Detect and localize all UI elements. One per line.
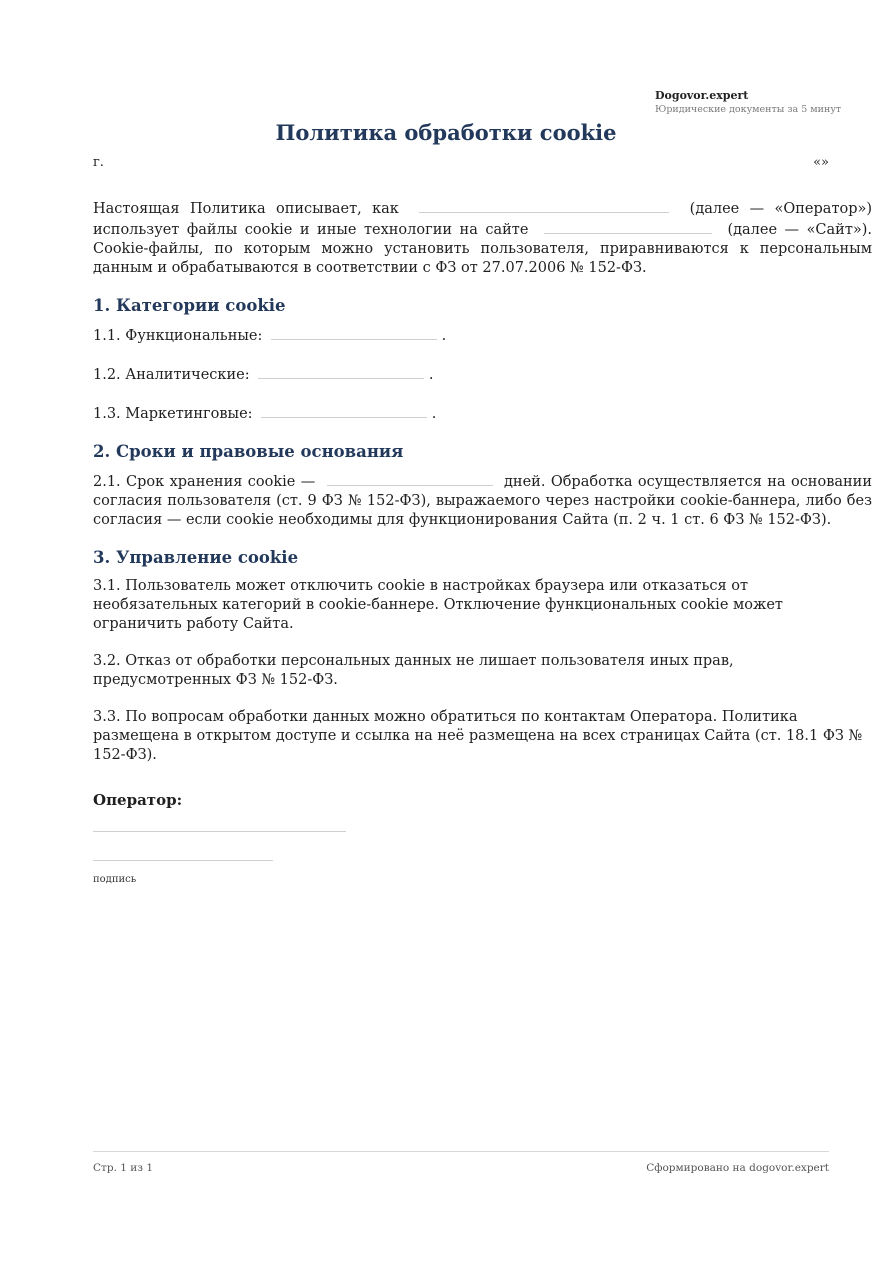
page-number: Стр. 1 из 1 bbox=[93, 1162, 154, 1174]
category-functional bbox=[93, 325, 872, 346]
intro-text-3: (далее — «Сайт»). Cookie-файлы, по которым можно установить пользователя, приравниваются к персональным данным и обрабатываются в соответствии с ФЗ от 27.07.2006 № 152-ФЗ. bbox=[93, 222, 872, 276]
category-marketing-label: 1.3. Маркетинговые: bbox=[93, 406, 253, 422]
document-title: Политика обработки cookie bbox=[275, 120, 617, 145]
operator-name-line[interactable] bbox=[93, 831, 346, 832]
retention-paragraph bbox=[93, 471, 872, 530]
intro-text-2: (далее — «Оператор») использует файлы cookie и иные технологии на сайте bbox=[93, 201, 873, 238]
section-3-heading: 3. Управление cookie bbox=[93, 548, 299, 567]
section-1-heading: 1. Категории cookie bbox=[93, 296, 286, 315]
operator-name-blank[interactable] bbox=[419, 198, 669, 213]
footer-generated: Сформировано на dogovor.expert bbox=[646, 1162, 829, 1174]
retention-text-1: 2.1. Срок хранения cookie — bbox=[93, 474, 316, 490]
category-analytics-label: 1.2. Аналитические: bbox=[93, 367, 250, 383]
category-analytics bbox=[93, 364, 872, 385]
period: . bbox=[441, 328, 447, 344]
brand-block bbox=[655, 88, 841, 117]
brand-name: Dogovor.expert bbox=[655, 89, 749, 102]
marketing-blank[interactable] bbox=[261, 403, 427, 418]
city-prefix: г. bbox=[93, 155, 104, 170]
category-functional-label: 1.1. Функциональные: bbox=[93, 328, 263, 344]
footer-divider bbox=[93, 1151, 829, 1152]
signature-caption: подпись bbox=[93, 874, 137, 885]
document-body bbox=[93, 198, 872, 889]
category-marketing bbox=[93, 403, 872, 424]
period: . bbox=[428, 367, 434, 383]
management-paragraph-3: 3.3. По вопросам обработки данных можно обратиться по контактам Оператора. Политика размещена в открытом доступе и ссылка на неё размещена на всех страницах Сайта (ст. 18.1 ФЗ № 152-ФЗ). bbox=[93, 709, 863, 763]
functional-blank[interactable] bbox=[271, 325, 437, 340]
signature-line[interactable] bbox=[93, 860, 273, 861]
brand-tagline: Юридические документы за 5 минут bbox=[655, 104, 842, 115]
period: . bbox=[431, 406, 437, 422]
site-url-blank[interactable] bbox=[544, 219, 712, 234]
retention-text-2: дней. Обработка осуществляется на основании согласия пользователя (ст. 9 ФЗ № 152-ФЗ), выражаемого через настройки cookie-баннера, либо без согласия — если cookie необходимы для функционирования Сайта (п. 2 ч. 1 ст. 6 ФЗ № 152-ФЗ). bbox=[93, 474, 873, 528]
date-quotes: «» bbox=[813, 155, 829, 170]
analytics-blank[interactable] bbox=[258, 364, 424, 379]
retention-days-blank[interactable] bbox=[327, 471, 493, 486]
intro-text-1: Настоящая Политика описывает, как bbox=[93, 201, 399, 217]
intro-paragraph bbox=[93, 198, 872, 278]
operator-label: Оператор: bbox=[93, 791, 183, 809]
management-paragraph-1: 3.1. Пользователь может отключить cookie в настройках браузера или отказаться от необязательных категорий в cookie-баннере. Отключение функциональных cookie может ограничить работу Сайта. bbox=[93, 578, 783, 632]
management-paragraph-2: 3.2. Отказ от обработки персональных данных не лишает пользователя иных прав, предусмотренных ФЗ № 152-ФЗ. bbox=[93, 653, 734, 688]
section-2-heading: 2. Сроки и правовые основания bbox=[93, 442, 404, 461]
